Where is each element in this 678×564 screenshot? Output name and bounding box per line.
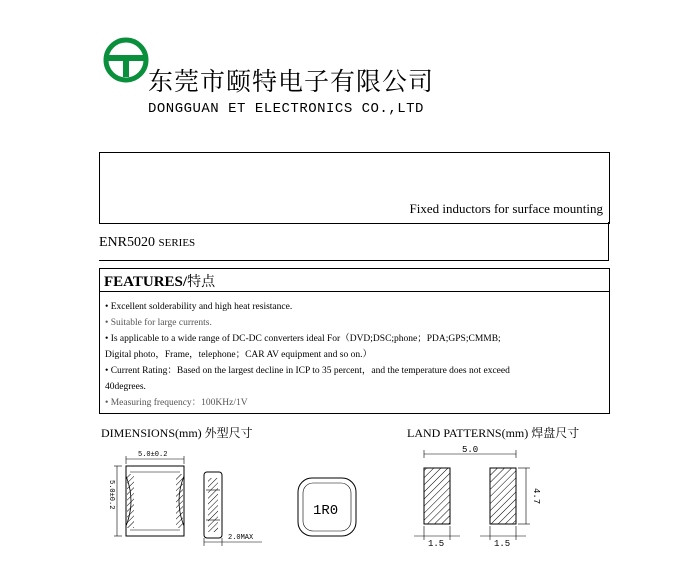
dimensions-label-en: DIMENSIONS(mm): [101, 426, 202, 440]
company-logo-icon: [102, 36, 150, 84]
feature-line: • Measuring frequency：100KHz/1V: [105, 398, 248, 408]
height-dimension-text: 5.0±0.2: [107, 480, 115, 510]
width-dimension-text: 5.0±0.2: [138, 451, 168, 459]
feature-line: • Is applicable to a wide range of DC-DC converters ideal For（DVD;DSC;phone；PDA;GPS;CMMB;: [105, 334, 501, 344]
side-view: [204, 472, 262, 546]
feature-line: • Current Rating：Based on the largest decline in ICP to 35 percent，and the temperature does not exceed: [105, 366, 510, 376]
inductor-marking: 1R0: [313, 503, 339, 519]
feature-line: • Excellent solderability and high heat resistance.: [105, 302, 293, 312]
marking-view: [298, 478, 356, 536]
product-subtitle: Fixed inductors for surface mounting: [409, 201, 603, 216]
top-view: [107, 451, 184, 536]
company-name-cn: 东莞市颐特电子有限公司: [148, 67, 435, 96]
features-title: [104, 271, 215, 291]
pad-height-text: 4.7: [531, 488, 541, 505]
series-model: ENR5020: [99, 235, 155, 250]
features-title-en: FEATURES/: [104, 274, 188, 290]
land-pad-right: [490, 468, 516, 524]
dimensions-label: [101, 424, 253, 441]
series-suffix: SERIES: [158, 237, 196, 249]
feature-line: • Suitable for large currents.: [105, 318, 212, 328]
features-header: [100, 269, 609, 292]
dimension-drawing: [100, 442, 380, 552]
features-box: [99, 268, 610, 414]
dimensions-label-cn: 外型尺寸: [204, 426, 253, 440]
series-row: [99, 222, 609, 261]
thickness-dimension-text: 2.0MAX: [228, 534, 254, 542]
land-patterns-label: [407, 424, 579, 441]
land-patterns-label-cn: 焊盘尺寸: [531, 426, 580, 440]
company-name-en: DONGGUAN ET ELECTRONICS CO.,LTD: [148, 101, 424, 117]
land-pattern-drawing: [410, 442, 560, 552]
features-list: [105, 299, 605, 411]
land-pad-left: [424, 468, 450, 524]
series-title: [99, 235, 195, 251]
land-patterns-label-en: LAND PATTERNS(mm): [407, 426, 529, 440]
total-width-text: 5.0: [462, 445, 479, 455]
title-box: [99, 152, 610, 224]
feature-line: 40degrees.: [105, 382, 146, 392]
feature-line: Digital photo，Frame，telephone；CAR AV equipment and so on.）: [105, 350, 372, 360]
pad-width-left-text: 1.5: [428, 539, 445, 549]
features-title-cn: 特点: [187, 274, 216, 290]
pad-width-right-text: 1.5: [494, 539, 511, 549]
